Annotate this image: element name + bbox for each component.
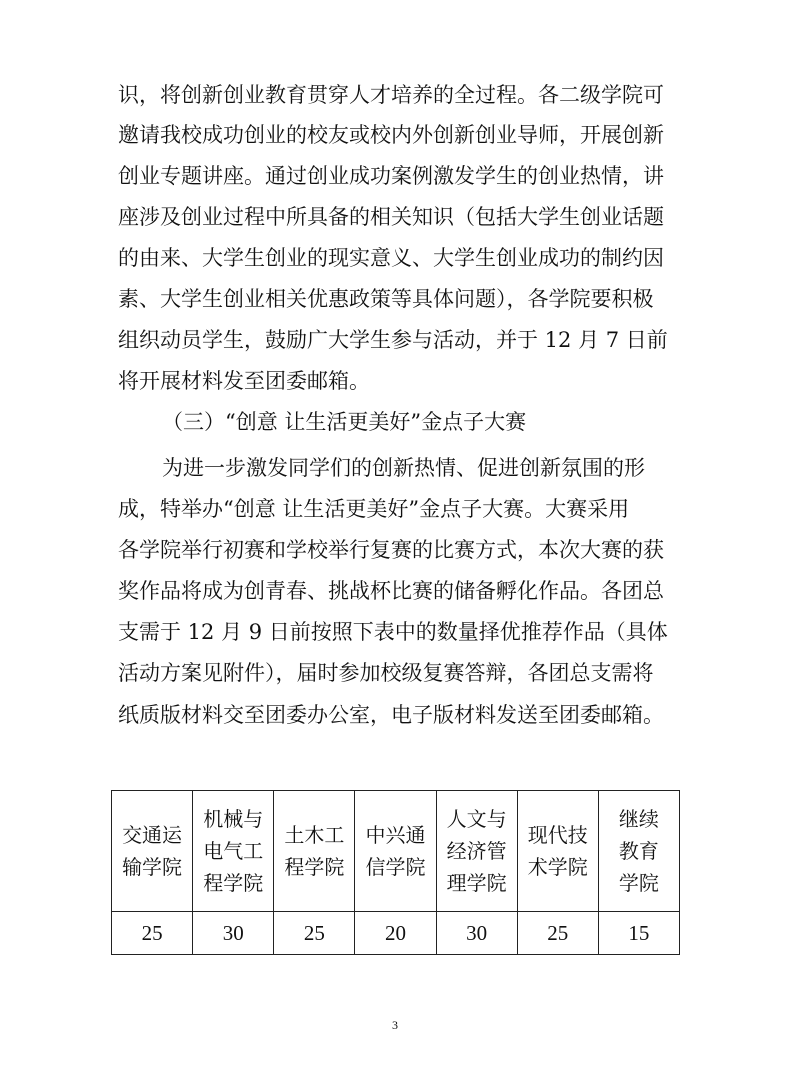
- table-header-row: [112, 791, 680, 912]
- table-header-cell: [193, 791, 274, 912]
- paragraph-line: 素、大学生创业相关优惠政策等具体问题），各学院要积极: [118, 287, 654, 311]
- table-row: [112, 912, 680, 955]
- header-line: 理学院: [446, 871, 507, 895]
- table-value-cell: 15: [598, 912, 679, 955]
- header-line: 教育: [618, 839, 659, 863]
- header-line: 中兴通: [365, 823, 426, 847]
- header-line: 信学院: [365, 855, 426, 879]
- table-header-cell: [355, 791, 436, 912]
- table-value-cell: 30: [436, 912, 517, 955]
- table-header-cell: [274, 791, 355, 912]
- table-header-cell: [112, 791, 193, 912]
- header-line: 学院: [618, 871, 659, 895]
- header-line: 电气工: [203, 839, 264, 863]
- paragraph-line: 邀请我校成功创业的校友或校内外创新创业导师，开展创新: [118, 123, 664, 147]
- paragraph-line: 奖作品将成为创青春、挑战杯比赛的储备孵化作品。各团总: [118, 579, 664, 603]
- paragraph-line: 识，将创新创业教育贯穿人才培养的全过程。各二级学院可: [118, 83, 664, 107]
- paragraph-line: 活动方案见附件），届时参加校级复赛答辩，各团总支需将: [118, 661, 654, 685]
- header-line: 程学院: [284, 855, 345, 879]
- header-line: 机械与: [203, 807, 264, 831]
- paragraph-line: 将开展材料发至团委邮箱。: [118, 369, 370, 393]
- paragraph-line: 支需于 12 月 9 日前按照下表中的数量择优推荐作品（具体: [118, 620, 668, 644]
- paragraph-line: 为进一步激发同学们的创新热情、促进创新氛围的形: [162, 456, 645, 480]
- paragraph-line: 成，特举办“创意 让生活更美好”金点子大赛。大赛采用: [118, 497, 630, 521]
- table-header-cell: [598, 791, 679, 912]
- paragraph-line: 组织动员学生，鼓励广大学生参与活动，并于 12 月 7 日前: [118, 328, 668, 352]
- quota-table: [111, 790, 680, 955]
- paragraph-line: 创业专题讲座。通过创业成功案例激发学生的创业热情，讲: [118, 164, 664, 188]
- header-line: 输学院: [122, 855, 183, 879]
- header-line: 土木工: [284, 823, 345, 847]
- table-value-cell: 20: [355, 912, 436, 955]
- header-line: 继续: [618, 807, 659, 831]
- page-number: 3: [392, 1018, 398, 1032]
- table-value-cell: 25: [274, 912, 355, 955]
- header-line: 术学院: [527, 855, 588, 879]
- paragraph-line: 的由来、大学生创业的现实意义、大学生创业成功的制约因: [118, 246, 664, 270]
- paragraph-line: 纸质版材料交至团委办公室，电子版材料发送至团委邮箱。: [118, 703, 664, 727]
- paragraph-line: 座涉及创业过程中所具备的相关知识（包括大学生创业话题: [118, 205, 664, 229]
- table-header-cell: [436, 791, 517, 912]
- header-line: 经济管: [446, 839, 507, 863]
- table-value-cell: 30: [193, 912, 274, 955]
- table-header-cell: [517, 791, 598, 912]
- header-line: 人文与: [446, 807, 507, 831]
- header-line: 交通运: [122, 823, 183, 847]
- header-line: 现代技: [527, 823, 588, 847]
- header-line: 程学院: [203, 871, 264, 895]
- table-value-cell: 25: [112, 912, 193, 955]
- section-heading: （三）“创意 让生活更美好”金点子大赛: [162, 410, 527, 434]
- paragraph-line: 各学院举行初赛和学校举行复赛的比赛方式，本次大赛的获: [118, 538, 664, 562]
- table-value-cell: 25: [517, 912, 598, 955]
